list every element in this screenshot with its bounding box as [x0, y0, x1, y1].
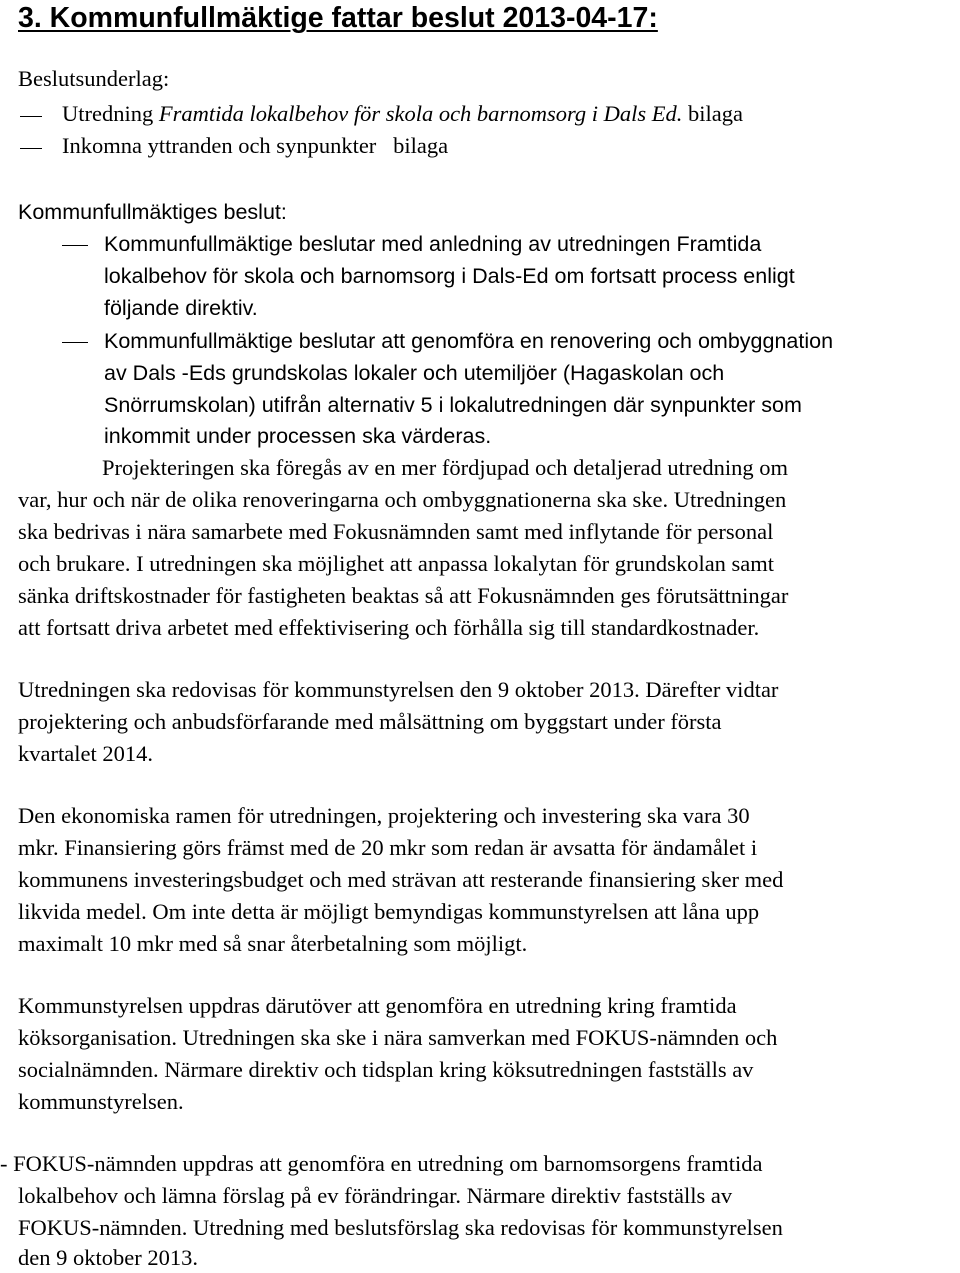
paragraph-line: projektering och anbudsförfarande med målsättning om byggstart under första	[18, 709, 722, 734]
dash-bullet	[20, 116, 42, 117]
paragraph-line: ska bedrivas i nära samarbete med Fokusnämnden samt med inflytande för personal	[18, 519, 774, 544]
paragraph-line: kommunstyrelsen.	[18, 1089, 184, 1114]
dash-bullet	[20, 148, 42, 149]
beslut-item-2-line: inkommit under processen ska värderas.	[104, 424, 492, 448]
paragraph-line: maximalt 10 mkr med så snar återbetalning som möjligt.	[18, 931, 528, 956]
paragraph-line: och brukare. I utredningen ska möjlighet att anpassa lokalytan för grundskolan samt	[18, 551, 775, 576]
paragraph-line: sänka driftskostnader för fastigheten beaktas så att Fokusnämnden ges förutsättningar	[18, 583, 789, 608]
underlag-item-1: Utredning Framtida lokalbehov för skola och barnomsorg i Dals Ed. bilaga	[62, 101, 743, 126]
beslut-item-1-line: Kommunfullmäktige beslutar med anledning av utredningen Framtida	[104, 232, 762, 256]
paragraph-line: mkr. Finansiering görs främst med de 20 mkr som redan är avsatta för ändamålet i	[18, 835, 758, 860]
paragraph-line: lokalbehov och lämna förslag på ev förändringar. Närmare direktiv fastställs av	[18, 1183, 733, 1208]
paragraph-line: kommunens investeringsbudget och med strävan att resterande finansiering sker med	[18, 867, 784, 892]
paragraph-line: FOKUS-nämnden. Utredning med beslutsförslag ska redovisas för kommunstyrelsen	[18, 1215, 783, 1240]
paragraph-line: köksorganisation. Utredningen ska ske i nära samverkan med FOKUS-nämnden och	[18, 1025, 778, 1050]
paragraph-line: Utredningen ska redovisas för kommunstyrelsen den 9 oktober 2013. Därefter vidtar	[18, 677, 779, 702]
report-title: Framtida lokalbehov för skola och barnomsorg i Dals Ed.	[158, 101, 683, 126]
dash-bullet	[62, 245, 88, 246]
beslut-item-1-line: följande direktiv.	[104, 296, 258, 320]
paragraph-line: att fortsatt driva arbetet med effektivisering och förhålla sig till standardkostnader.	[18, 615, 760, 640]
paragraph-line: likvida medel. Om inte detta är möjligt bemyndigas kommunstyrelsen att låna upp	[18, 899, 760, 924]
paragraph-line: den 9 oktober 2013.	[18, 1245, 198, 1270]
section-heading: 3. Kommunfullmäktige fattar beslut 2013-04-17:	[18, 2, 658, 34]
beslut-item-2-line: av Dals -Eds grundskolas lokaler och utemiljöer (Hagaskolan och	[104, 361, 725, 385]
dash-bullet	[62, 342, 88, 343]
paragraph-line: var, hur och när de olika renoveringarna och ombyggnationerna ska ske. Utredningen	[18, 487, 787, 512]
beslut-item-2-line: Kommunfullmäktige beslutar att genomföra en renovering och ombyggnation	[104, 329, 834, 353]
paragraph-line: Projekteringen ska föregås av en mer fördjupad och detaljerad utredning om	[102, 455, 789, 480]
paragraph-line: - FOKUS-nämnden uppdras att genomföra en utredning om barnomsorgens framtida	[0, 1151, 763, 1176]
paragraph-line: Kommunstyrelsen uppdras därutöver att genomföra en utredning kring framtida	[18, 993, 737, 1018]
beslut-item-1-line: lokalbehov för skola och barnomsorg i Dals-Ed om fortsatt process enligt	[104, 264, 795, 288]
paragraph-line: socialnämnden. Närmare direktiv och tidsplan kring köksutredningen fastställs av	[18, 1057, 754, 1082]
beslut-label: Kommunfullmäktiges beslut:	[18, 200, 287, 224]
underlag-item-2: Inkomna yttranden och synpunkter bilaga	[62, 133, 449, 158]
beslut-item-2-line: Snörrumskolan) utifrån alternativ 5 i lokalutredningen där synpunkter som	[104, 393, 802, 417]
paragraph-line: kvartalet 2014.	[18, 741, 153, 766]
underlag-label: Beslutsunderlag:	[18, 66, 170, 91]
paragraph-line: Den ekonomiska ramen för utredningen, projektering och investering ska vara 30	[18, 803, 750, 828]
